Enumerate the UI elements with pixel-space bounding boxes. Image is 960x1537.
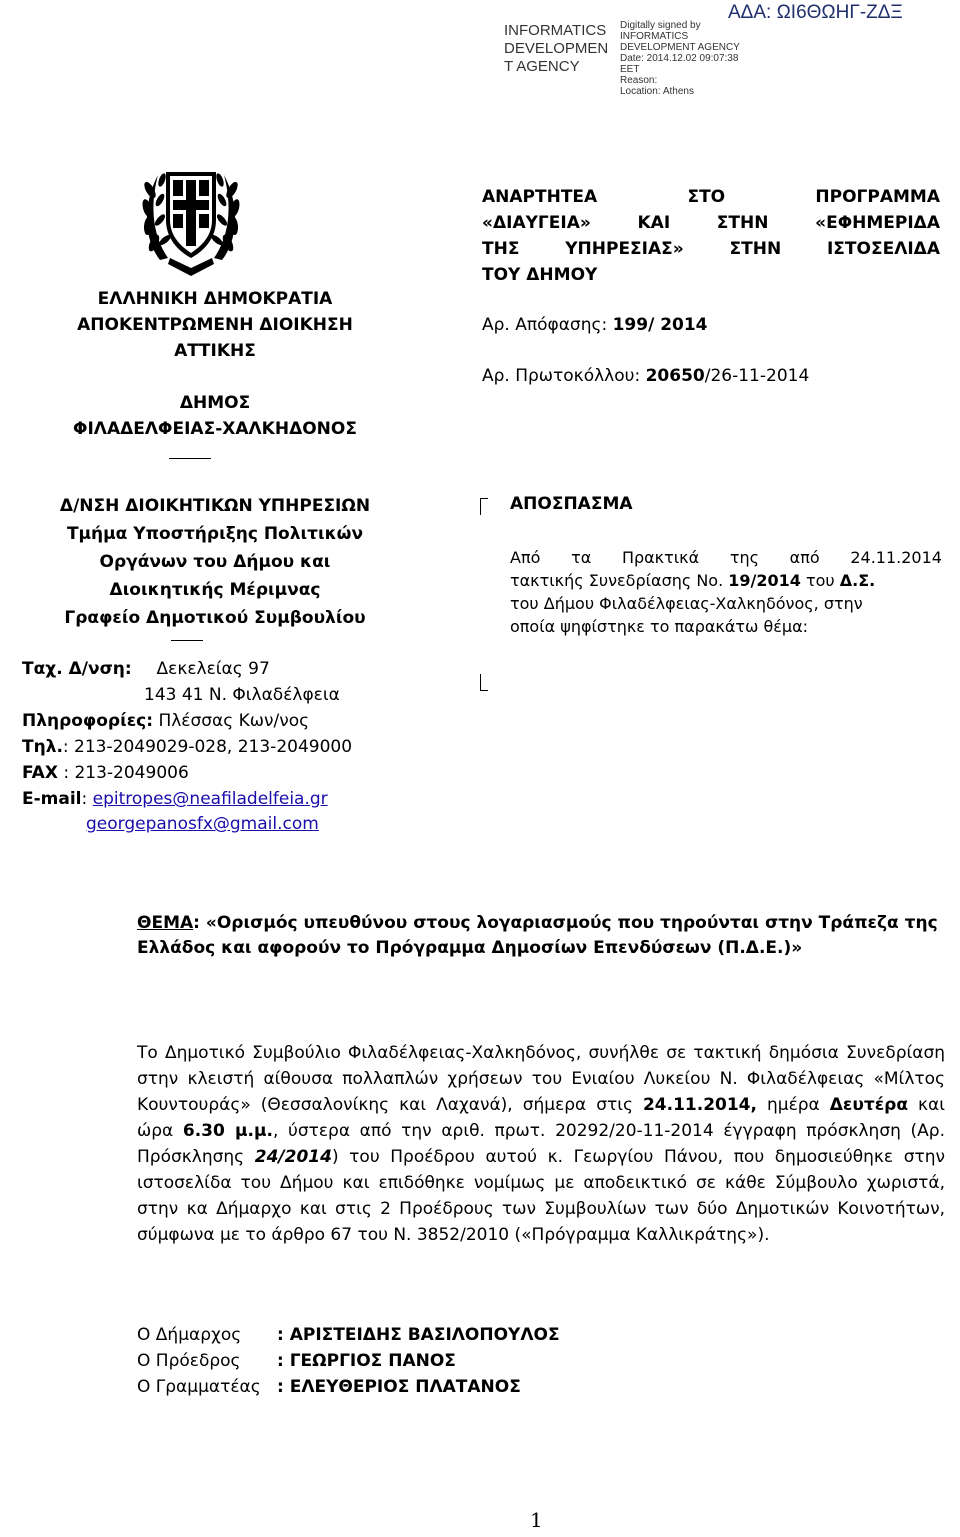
extract-text [510, 546, 942, 638]
protocol-label: Αρ. Πρωτοκόλλου: [482, 366, 646, 386]
signatory-name: : ΕΛΕΥΘΕΡΙΟΣ ΠΛΑΤΑΝΟΣ [277, 1377, 521, 1397]
extract-line: οποία ψηφίστηκε το παρακάτω θέμα: [510, 617, 809, 636]
signature-detail-line: INFORMATICS [620, 31, 689, 42]
fax-row [22, 760, 189, 786]
notice-word: «ΔΙΑΥΓΕΙΑ» [482, 213, 591, 233]
signatory-name: : ΑΡΙΣΤΕΙΔΗΣ ΒΑΣΙΛΟΠΟΥΛΟΣ [277, 1325, 560, 1345]
subject-text: : «Ορισμός υπευθύνου στους λογαριασμούς που τηρούνται στην Τράπεζα της Ελλάδος και αφορούν το Πρόγραμμα Δημοσίων Επενδύσεων (Π.Δ.Ε.)» [137, 913, 938, 958]
publication-notice [482, 184, 940, 288]
notice-word: ΣΤΗΝ [729, 239, 782, 259]
address-value: Δεκελείας 97 [156, 659, 270, 679]
signatory-row [137, 1374, 521, 1400]
municipality-heading: ΔΗΜΟΣ [179, 393, 251, 413]
fax-label: FAX [22, 763, 58, 783]
administration-heading: ΑΠΟΚΕΝΤΡΩΜΕΝΗ ΔΙΟΙΚΗΣΗ [77, 315, 353, 335]
extract-session-text: τακτικής Συνεδρίασης Νο. [510, 571, 729, 590]
office-name: Γραφείο Δημοτικού Συμβουλίου [64, 608, 366, 628]
notice-word: ΤΗΣ [482, 239, 520, 259]
decision-number [482, 315, 708, 335]
country-heading: ΕΛΛΗΝΙΚΗ ΔΗΜΟΚΡΑΤΙΑ [97, 289, 333, 309]
decision-value: 199/ 2014 [612, 315, 708, 335]
extract-word: της [729, 548, 759, 567]
signature-detail-line: EET [620, 64, 640, 75]
extract-line: του Δήμου Φιλαδέλφειας-Χαλκηδόνος, στην [510, 594, 863, 613]
protocol-number [482, 366, 809, 386]
body-text-part: και ώρα [137, 1095, 945, 1141]
phone-row [22, 734, 352, 760]
signer-org-line: DEVELOPMEN [504, 40, 609, 57]
protocol-date: /26-11-2014 [704, 366, 810, 386]
signatory-name: : ΓΕΩΡΓΙΟΣ ΠΑΝΟΣ [277, 1351, 456, 1371]
email-link-georgepanos[interactable]: georgepanosfx@gmail.com [86, 814, 319, 834]
protocol-value: 20650 [645, 366, 705, 386]
extract-word: τα [571, 548, 592, 567]
notice-word: ΠΡΟΓΡΑΜΜΑ [815, 187, 940, 207]
extract-title: ΑΠΟΣΠΑΣΜΑ [510, 494, 633, 514]
extract-of: του [800, 571, 840, 590]
body-text-part: , ύστερα από την αριθ. πρωτ. 20292/20-11-2014 έγγραφη πρόσκληση (Αρ. Πρόσκλησης [137, 1121, 945, 1167]
signer-organization [504, 22, 608, 76]
email-label: E-mail [22, 789, 82, 809]
signatory-row [137, 1348, 456, 1374]
notice-word: ΑΝΑΡΤΗΤΕΑ [482, 187, 598, 207]
bracket-bottom [480, 674, 488, 691]
info-row [22, 708, 309, 734]
department-line: Διοικητικής Μέριμνας [109, 580, 321, 600]
meeting-date: 24.11.2014, [642, 1095, 757, 1115]
meeting-time: 6.30 μ.μ. [182, 1121, 273, 1141]
notice-word: ΣΤΟ [687, 187, 726, 207]
address-label: Ταχ. Δ/νση: [22, 659, 132, 679]
extract-word: Από [510, 548, 541, 567]
notice-word: ΚΑΙ [637, 213, 671, 233]
phone-value: : 213-2049029-028, 213-2049000 [62, 737, 353, 757]
body-text-part: Το Δημοτικό Συμβούλιο Φιλαδέλφειας-Χαλκηδόνος, συνήλθε σε τακτική δημόσια Συνεδρίαση στην κλειστή αίθουσα πολλαπλών χρήσεων του Ενιαίου Λυκείου Ν. Φιλαδέλφειας «Μίλτος Κουντουράς» (Θεσσαλονίκης και Λαχανά), σήμερα στις [137, 1043, 945, 1115]
info-value: Πλέσσας Κων/νος [158, 711, 310, 731]
department-line: Τμήμα Υποστήριξης Πολιτικών [66, 524, 364, 544]
notice-word: «ΕΦΗΜΕΡΙΔΑ [815, 213, 940, 233]
signer-org-line: INFORMATICS [504, 22, 607, 39]
notice-word: ΥΠΗΡΕΣΙΑΣ» [565, 239, 684, 259]
minutes-paragraph [137, 1040, 945, 1248]
ada-code: ΑΔΑ: ΩΙ6ΘΩΗΓ-ΖΔΞ [728, 2, 903, 23]
signer-org-line: T AGENCY [504, 58, 580, 75]
phone-label: Τηλ. [22, 737, 63, 757]
signature-detail-line: Reason: [620, 75, 658, 86]
email-row [22, 786, 328, 812]
signature-detail-line: Location: Athens [620, 86, 694, 97]
extract-word: Πρακτικά [621, 548, 700, 567]
greek-coat-of-arms-icon [140, 150, 242, 278]
email-link-epitropes[interactable]: epitropes@neafiladelfeia.gr [92, 789, 328, 809]
invitation-number: 24/2014 [254, 1147, 332, 1167]
directorate: Δ/ΝΣΗ ΔΙΟΙΚΗΤΙΚΩΝ ΥΠΗΡΕΣΙΩΝ [59, 496, 371, 516]
signatory-role: Ο Πρόεδρος [137, 1351, 241, 1371]
extract-word: από [789, 548, 820, 567]
municipality-name: ΦΙΛΑΔΕΛΦΕΙΑΣ-ΧΑΛΚΗΔΟΝΟΣ [73, 419, 357, 439]
signature-detail-line: DEVELOPMENT AGENCY [620, 42, 740, 53]
signature-detail-line: Digitally signed by [620, 20, 701, 31]
info-label: Πληροφορίες: [22, 711, 154, 731]
fax-value: : 213-2049006 [57, 763, 189, 783]
signature-details [620, 20, 740, 97]
body-text-part: ) του Προέδρου αυτού κ. Γεωργίου Πάνου, που δημοσιεύθηκε στην ιστοσελίδα του Δήμου και επιδόθηκε νομίμως με αποδεικτικό σε κάθε Σύμβουλο χωριστά, στην κα Δήμαρχο και στις 2 Προέδρους των Συμβουλίων των δύο Δημοτικών Κοινοτήτων, σύμφωνα με το άρθρο 67 του Ν. 3852/2010 («Πρόγραμμα Καλλικράτης»). [137, 1147, 945, 1245]
decision-label: Αρ. Απόφασης: [482, 315, 613, 335]
session-number: 19/2014 [728, 571, 801, 590]
page-number: 1 [530, 1508, 543, 1532]
city-value: 143 41 Ν. Φιλαδέλφεια [144, 685, 340, 705]
notice-last-line: ΤΟΥ ΔΗΜΟΥ [482, 265, 598, 285]
email-separator: : [81, 789, 93, 809]
bracket-top [480, 498, 488, 515]
region-heading: ΑΤΤΙΚΗΣ [174, 341, 256, 361]
meeting-day: Δευτέρα [829, 1095, 909, 1115]
subject-label: ΘΕΜΑ [137, 913, 194, 933]
body-text-part: ημέρα [756, 1095, 830, 1115]
department-line: Οργάνων του Δήμου και [99, 552, 331, 572]
notice-word: ΣΤΗΝ [716, 213, 769, 233]
signatory-row [137, 1322, 560, 1348]
divider [171, 640, 203, 641]
notice-word: ΙΣΤΟΣΕΛΙΔΑ [826, 239, 940, 259]
extract-word: 24.11.2014 [850, 548, 942, 567]
signatory-role: Ο Γραμματέας [137, 1377, 261, 1397]
signature-detail-line: Date: 2014.12.02 09:07:38 [620, 53, 739, 64]
divider [169, 458, 211, 459]
signatory-role: Ο Δήμαρχος [137, 1325, 242, 1345]
address-row [22, 656, 270, 682]
council-abbrev: Δ.Σ. [839, 571, 876, 590]
subject [137, 911, 957, 961]
